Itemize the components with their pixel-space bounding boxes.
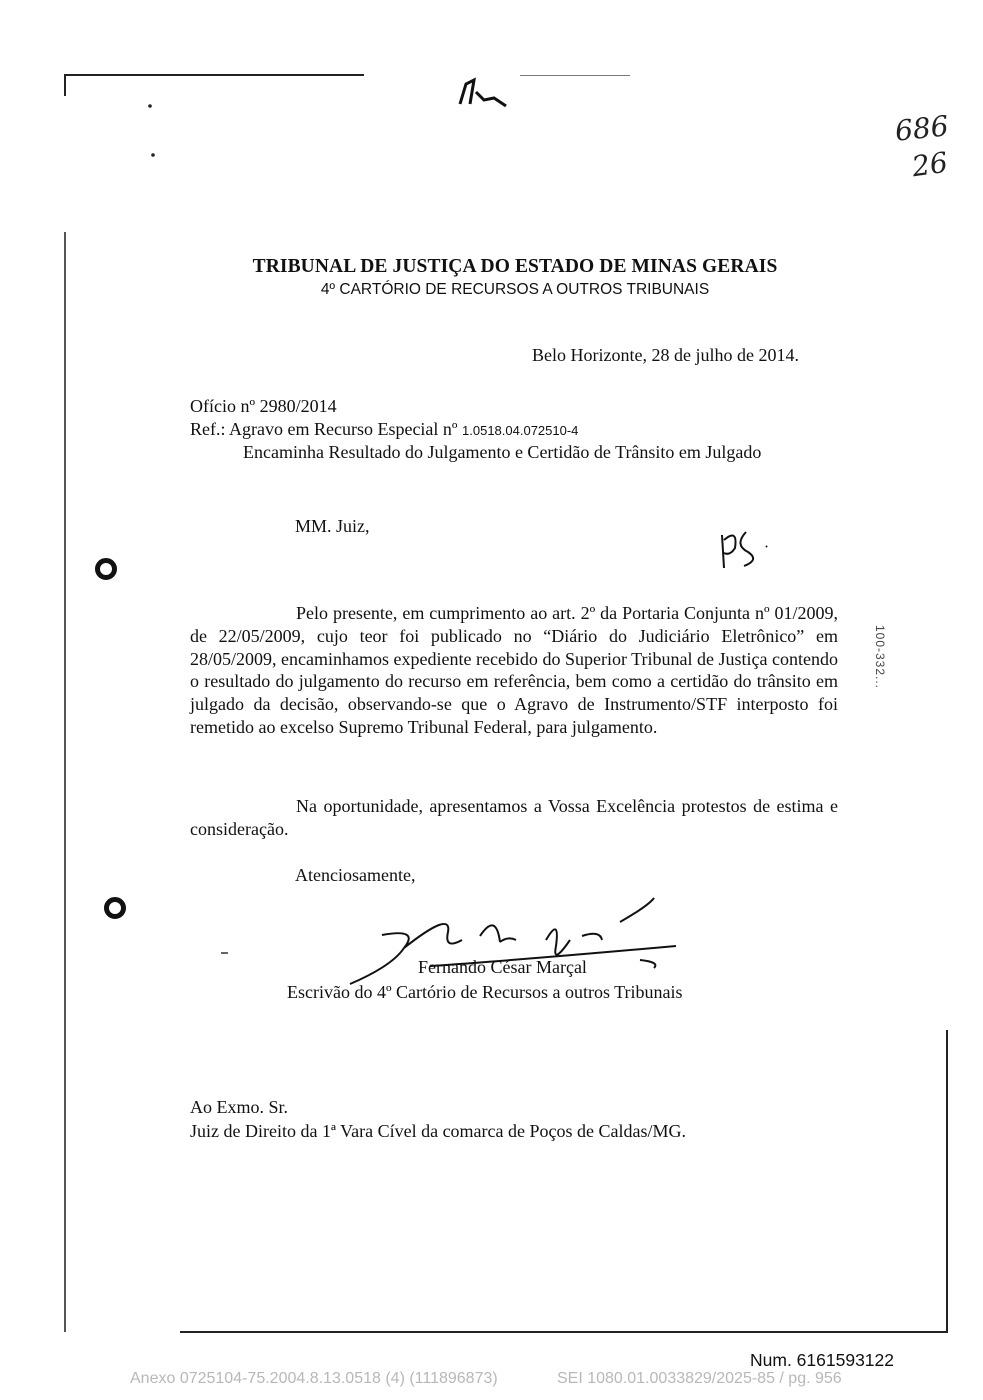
- reference-prefix: Ref.: Agravo em Recurso Especial nº: [190, 419, 463, 439]
- subject-line: Encaminha Resultado do Julgamento e Certidão de Trânsito em Julgado: [243, 442, 762, 462]
- place-date: Belo Horizonte, 28 de julho de 2014.: [532, 345, 799, 365]
- court-name-heading: TRIBUNAL DE JUSTIÇA DO ESTADO DE MINAS GERAIS: [252, 256, 778, 277]
- annex-reference: Anexo 0725104-75.2004.8.13.0518 (4) (111896873): [130, 1370, 498, 1387]
- initials-scribble: [722, 532, 767, 568]
- closing-phrase: Atenciosamente,: [295, 865, 416, 885]
- document-number: Num. 6161593122: [750, 1350, 894, 1370]
- body-paragraph-2: Na oportunidade, apresentamos a Vossa Excelência protestos de estima e consideração.: [190, 796, 838, 839]
- oficio-number: Ofício nº 2980/2014: [190, 396, 337, 416]
- punch-hole-lower: [104, 897, 126, 919]
- sei-reference: SEI 1080.01.0033829/2025-85 / pg. 956: [557, 1370, 842, 1387]
- salutation: MM. Juiz,: [295, 516, 370, 536]
- body-paragraph-1: Pelo presente, em cumprimento ao art. 2º da Portaria Conjunta nº 01/2009, de 22/05/2009, cujo teor foi publicado no “Diário do Judiciário Eletrônico” em 28/05/2009, encaminhamos expediente recebido do Superior Tribunal de Justiça contendo o resultado do julgamento do recurso em referência, bem como a certidão do trânsito em julgado da decisão, observando-se que o Agravo de Instrumento/STF interposto foi remetido ao excelso Supremo Tribunal Federal, para julgamento.: [190, 603, 838, 737]
- handwritten-page-number-2: 26: [909, 145, 950, 184]
- punch-hole-upper: [95, 558, 117, 580]
- handwritten-page-number: 686: [893, 109, 951, 148]
- recipient-line-1: Ao Exmo. Sr.: [190, 1097, 289, 1117]
- signer-role: Escrivão do 4º Cartório de Recursos a outros Tribunais: [287, 982, 683, 1002]
- department-subheading: 4º CARTÓRIO DE RECURSOS A OUTROS TRIBUNAIS: [320, 281, 710, 298]
- reference-line: [190, 419, 578, 440]
- process-number: 1.0518.04.072510-4: [462, 423, 579, 438]
- scan-dot: [151, 153, 155, 157]
- vertical-stamp-text: 100-332...: [873, 624, 887, 690]
- signer-name: Fernando César Marçal: [418, 957, 587, 977]
- recipient-line-2: Juiz de Direito da 1ª Vara Cível da comarca de Poços de Caldas/MG.: [190, 1121, 686, 1141]
- scan-dot: [148, 104, 152, 108]
- top-scribble-mark: [460, 80, 506, 106]
